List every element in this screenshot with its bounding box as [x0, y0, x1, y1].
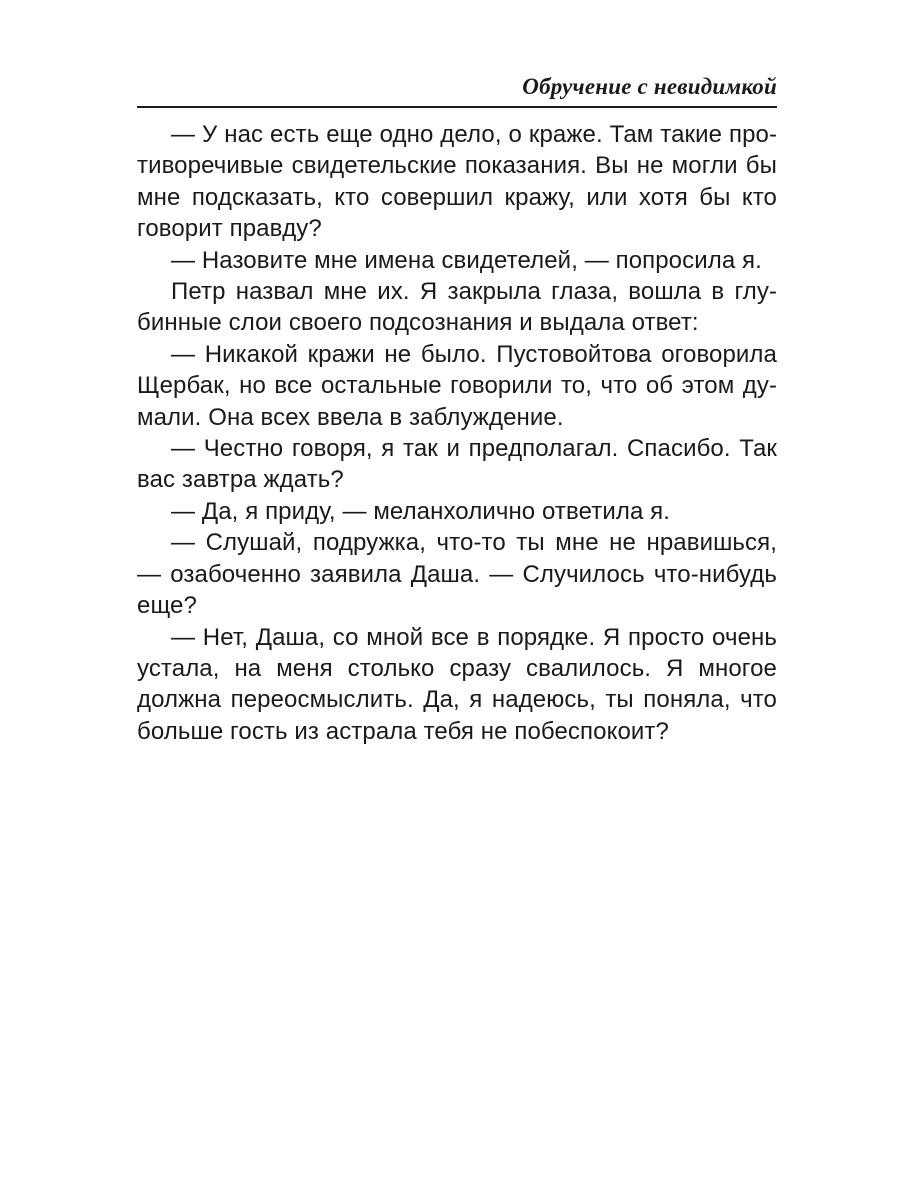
header-rule [137, 106, 777, 108]
paragraph: — Честно говоря, я так и предполагал. Спасибо. Так вас завтра ждать? [137, 435, 777, 494]
paragraph: — Нет, Даша, со мной все в порядке. Я просто очень устала, на меня столько сразу свалилось. Я многое должна переосмыслить. Да, я надеюсь, ты поняла, что больше гость из астрала тебя не побеспокоит? [137, 623, 777, 745]
running-head [137, 68, 777, 106]
paragraph: — Да, я приду, — меланхолично ответила я. [171, 497, 671, 525]
paragraph: — Назовите мне имена свидетелей, — попросила я. [171, 246, 762, 274]
book-page [137, 68, 777, 747]
paragraph: — Слушай, подружка, что-то ты мне не нравишься, — озабоченно заявила Даша. — Случилось что-нибудь еще? [137, 529, 777, 620]
paragraph: Петр назвал мне их. Я закрыла глаза, вошла в глубинные слои своего подсознания и выдала ответ: [137, 278, 777, 337]
running-title: Обручение с невидимкой [522, 74, 777, 99]
paragraph: — У нас есть еще одно дело, о краже. Там такие противоречивые свидетельские показания. Вы не могли бы мне подсказать, кто совершил кражу, или хотя бы кто говорит правду? [137, 121, 777, 243]
body-text [137, 119, 777, 747]
paragraph: — Никакой кражи не было. Пустовойтова оговорила Щербак, но все остальные говорили то, что об этом думали. Она всех ввела в заблуждение. [137, 340, 777, 431]
